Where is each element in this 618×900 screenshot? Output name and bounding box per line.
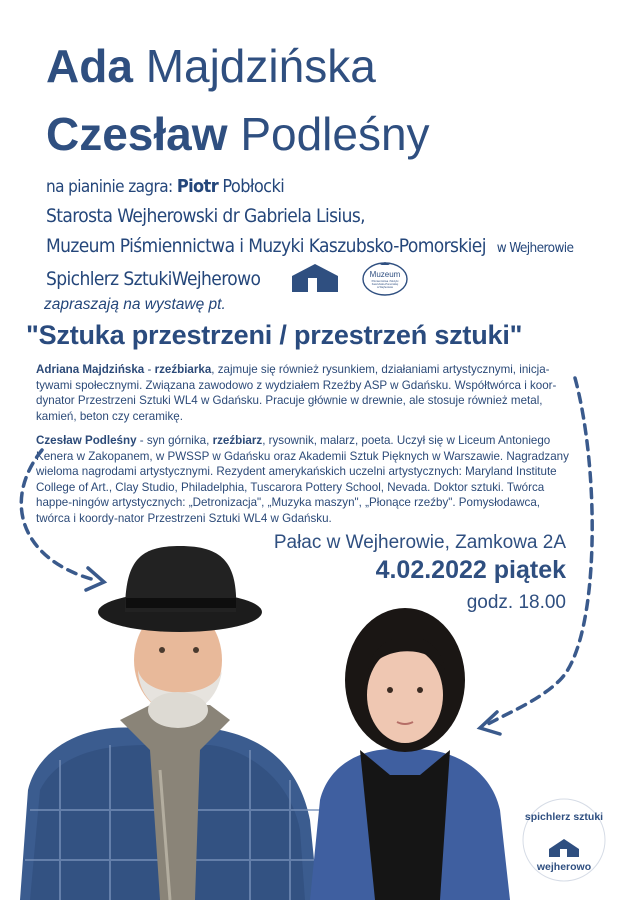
bio-ada-name: Adriana Majdzińska — [36, 363, 145, 376]
piano-prefix: na pianinie zagra: — [46, 177, 173, 197]
host-line-3: Spichlerz SztukiWejherowo — [46, 268, 261, 290]
bio-czeslaw-text: , rysownik, malarz, poeta. Uczył się w Liceum Antoniego Kenera w Zakopanem, w PWSSP w Gdańsku oraz Akademii Sztuk Pięknych w Warszawie. Nagradzany wieloma nagrodami artystycznymi. Rezydent amerykańskich uczelni artystycznych: Maryland Institute College of Art., Clay Studio, Philadelphia, Tuscarora Pottery School, Nevada. Doktor sztuki. Twórca happe-ningów artystycznych: „Detronizacja", „Muzyka maszyn", „Płonące rzeźby". Pomysłodawca, twórca i koordy-nator Przestrzeni Sztuki WL4 w Gdańsku. — [36, 434, 569, 525]
artist-last-name: Majdzińska — [145, 40, 376, 92]
badge-top-text: spichlerz sztuki — [524, 811, 604, 823]
invite-text: zapraszają na wystawę pt. — [44, 296, 226, 313]
photo-man — [0, 540, 330, 900]
bio-czeslaw: Czesław Podleśny - syn górnika, rzeźbiarz, rysownik, malarz, poeta. Uczył się w Liceum Antoniego Kenera w Zakopanem, w PWSSP w Gdańsku oraz Akademii Sztuk Pięknych w Warszawie. Nagradzany wieloma nagrodami artystycznymi. Rezydent amerykańskich uczelni artystycznych: Maryland Institute College of Art., Clay Studio, Philadelphia, Tuscarora Pottery School, Nevada. Doktor sztuki. Twórca happe-ningów artystycznych: „Detronizacja", „Muzyka maszyn", „Płonące rzeźby". Pomysłodawca, twórca i koordy-nator Przestrzeni Sztuki WL4 w Gdańsku. — [36, 434, 569, 525]
exhibition-title: "Sztuka przestrzeni / przestrzeń sztuki" — [26, 320, 523, 350]
host-museum-city: w Wejherowie — [496, 240, 574, 256]
museum-logo-subtitle: Piśmiennictwa i Muzyki Kaszubsko-Pomorskiej w Wejherowie — [371, 280, 399, 289]
bio-czeslaw-role: rzeźbiarz — [212, 434, 263, 447]
museum-logo-title: Muzeum — [369, 270, 401, 279]
bio-ada-text: , zajmuje się również rysunkiem, działaniami artystycznymi, inicja-tywami społecznymi. Związana zawodowo z wydziałem Rzeźby ASP w Gdańsku. Współtwórca i koor-dynator Przestrzeni Sztuki WL4 w Gdańsku. Pracuje głównie w drewnie, ale stosuje również metal, kamień, beton czy ceramikę. — [36, 363, 557, 423]
pianist-first-name: Piotr — [176, 176, 219, 197]
event-place: Pałac w Wejherowie, Zamkowa 2A — [273, 532, 566, 553]
bio-ada: Adriana Majdzińska - rzeźbiarka, zajmuje się również rysunkiem, działaniami artystycznymi, inicja-tywami społecznymi. Związana zawodowo z wydziałem Rzeźby ASP w Gdańsku. Współtwórca i koor-dynator Przestrzeni Sztuki WL4 w Gdańsku. Pracuje głównie w drewnie, ale stosuje również metal, kamień, beton czy ceramikę. — [36, 363, 557, 423]
host-museum: Muzeum Piśmiennictwa i Muzyki Kaszubsko-Pomorskiej — [46, 235, 486, 257]
photo-woman — [300, 600, 520, 900]
artist-first-name: Czesław — [46, 108, 228, 160]
pianist-last-name: Pobłocki — [222, 176, 285, 197]
bio-ada-role: rzeźbiarka — [154, 363, 212, 376]
bio-czeslaw-name: Czesław Podleśny — [36, 434, 137, 447]
artist-first-name: Ada — [46, 40, 133, 92]
event-time: godz. 18.00 — [466, 592, 566, 613]
badge-bottom-text: wejherowo — [536, 861, 592, 873]
artist-last-name: Podleśny — [240, 108, 430, 160]
event-date: 4.02.2022 piątek — [375, 556, 566, 584]
host-line-1: Starosta Wejherowski dr Gabriela Lisius, — [46, 205, 365, 227]
spichlerz-badge — [521, 797, 607, 883]
